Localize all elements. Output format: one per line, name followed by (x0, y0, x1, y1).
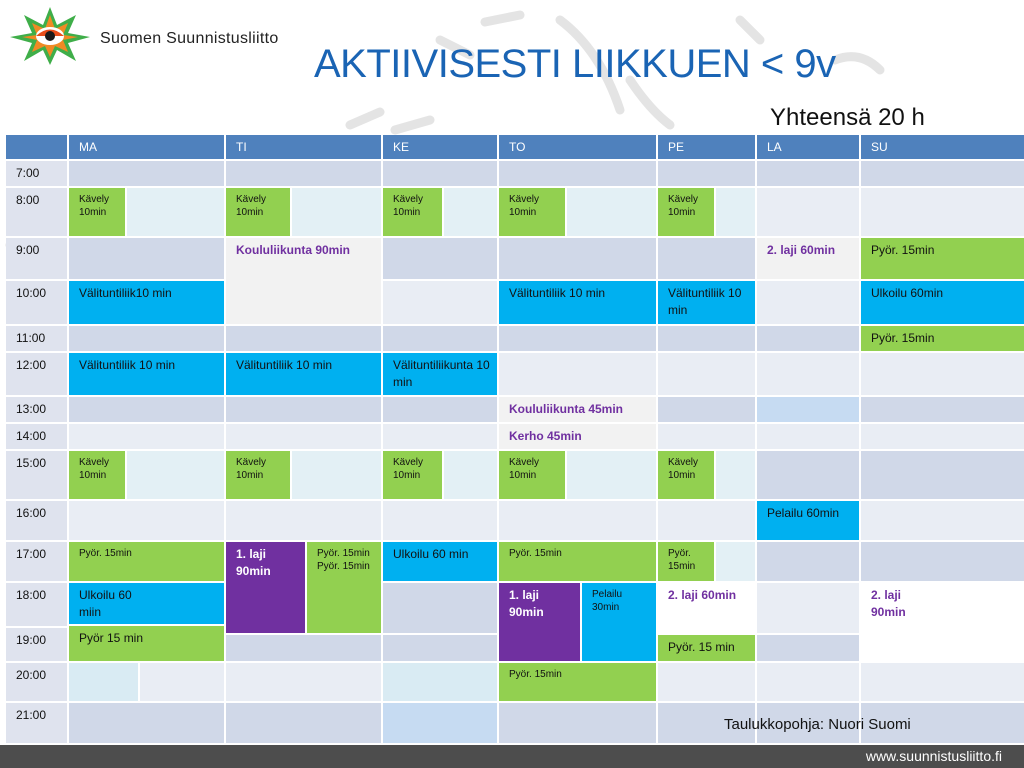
empty-cell (757, 326, 859, 351)
activity-kavely: Kävely 10min (658, 188, 714, 236)
table-source-note: Taulukkopohja: Nuori Suomi (724, 716, 911, 733)
empty-cell (69, 501, 224, 540)
activity-2-laji: 2. laji 90min (861, 583, 1024, 661)
time-label: 15:00 (6, 451, 67, 499)
empty-cell (499, 353, 656, 395)
total-hours: Yhteensä 20 h (770, 104, 925, 131)
day-header: SU (861, 135, 1024, 159)
empty-cell (861, 161, 1024, 186)
activity-kavely: Kävely 10min (499, 451, 565, 499)
empty-cell (658, 501, 755, 540)
time-label: 9:00 (6, 238, 67, 279)
empty-cell (226, 663, 381, 701)
empty-cell (226, 161, 381, 186)
empty-cell (383, 238, 497, 279)
activity-pyoraily: Pyör. 15min (69, 542, 224, 581)
header-corner (6, 135, 67, 159)
empty-cell (757, 451, 859, 499)
empty-cell (499, 161, 656, 186)
empty-cell (861, 501, 1024, 540)
empty-cell (292, 188, 381, 236)
empty-cell (567, 451, 656, 499)
activity-kavely: Kävely 10min (383, 188, 442, 236)
activity-valituntiliikunta: Välituntiliikunta 10 min (383, 353, 497, 395)
activity-pelailu: Pelailu 60min (757, 501, 859, 540)
empty-cell (861, 397, 1024, 422)
activity-2-laji: 2. laji 60min (757, 238, 859, 279)
empty-cell (757, 281, 859, 324)
empty-cell (383, 326, 497, 351)
empty-cell (499, 326, 656, 351)
time-label: 13:00 (6, 397, 67, 422)
activity-2-laji: 2. laji 60min (658, 583, 755, 633)
activity-1-laji: 1. laji 90min (499, 583, 580, 661)
activity-valituntiliikunta: Välituntiliik 10 min (69, 353, 224, 395)
empty-cell (69, 161, 224, 186)
activity-kerho: Kerho 45min (499, 424, 656, 449)
day-header: KE (383, 135, 497, 159)
empty-cell (69, 326, 224, 351)
empty-cell (383, 583, 497, 633)
time-label: 19:00 (6, 628, 67, 661)
time-label: 20:00 (6, 663, 67, 701)
empty-cell (757, 583, 859, 633)
empty-cell (658, 238, 755, 279)
activity-kavely: Kävely 10min (69, 188, 125, 236)
page-title: AKTIIVISESTI LIIKKUEN < 9v (314, 42, 836, 86)
empty-cell (658, 353, 755, 395)
empty-cell (499, 703, 656, 743)
footer-bar (0, 745, 1024, 768)
empty-cell (444, 188, 497, 236)
empty-cell (757, 663, 859, 701)
activity-valituntiliikunta: Välituntiliik 10 min (499, 281, 656, 324)
activity-koululiikunta: Koululiikunta 90min (226, 238, 381, 324)
empty-cell (658, 424, 755, 449)
empty-cell (716, 542, 755, 581)
day-header: PE (658, 135, 755, 159)
activity-kavely: Kävely 10min (658, 451, 714, 499)
empty-cell (716, 188, 755, 236)
empty-cell (292, 451, 381, 499)
empty-cell (861, 353, 1024, 395)
empty-cell (757, 424, 859, 449)
activity-ulkoilu: Ulkoilu 60 min (383, 542, 497, 581)
time-label: 21:00 (6, 703, 67, 743)
empty-cell (226, 635, 381, 661)
empty-cell (757, 188, 859, 236)
time-label: 12:00 (6, 353, 67, 395)
activity-pyoraily: Pyör. 15min (499, 663, 656, 701)
activity-valituntiliikunta: Välituntiliik 10 min (226, 353, 381, 395)
empty-cell (383, 161, 497, 186)
empty-cell (69, 703, 224, 743)
empty-cell (658, 161, 755, 186)
activity-kavely: Kävely 10min (226, 188, 290, 236)
empty-cell (658, 663, 755, 701)
activity-pyoraily: Pyör. 15min (861, 238, 1024, 279)
empty-cell (226, 397, 381, 422)
empty-cell (861, 188, 1024, 236)
empty-cell (383, 397, 497, 422)
time-label: 11:00 (6, 326, 67, 351)
activity-ulkoilu: Ulkoilu 60min (861, 281, 1024, 324)
day-header: MA (69, 135, 224, 159)
empty-cell (69, 424, 224, 449)
empty-cell (69, 663, 138, 701)
activity-pelailu: Pelailu 30min (582, 583, 656, 661)
empty-cell (757, 161, 859, 186)
empty-cell (383, 635, 497, 661)
day-header: LA (757, 135, 859, 159)
empty-cell (127, 451, 224, 499)
activity-kavely: Kävely 10min (69, 451, 125, 499)
empty-cell (226, 501, 381, 540)
empty-cell (861, 663, 1024, 701)
empty-cell (383, 281, 497, 324)
time-label: 18:00 (6, 583, 67, 626)
empty-cell (226, 703, 381, 743)
empty-cell (383, 663, 497, 701)
empty-cell (861, 451, 1024, 499)
empty-cell (140, 663, 224, 701)
time-label: 17:00 (6, 542, 67, 581)
activity-pyoraily: Pyör 15 min (69, 626, 224, 661)
empty-cell (69, 238, 224, 279)
activity-pyoraily: Pyör. 15min Pyör. 15min (307, 542, 381, 633)
day-header: TO (499, 135, 656, 159)
activity-pyoraily: Pyör. 15 min (658, 635, 755, 661)
empty-cell (861, 542, 1024, 581)
time-label: 16:00 (6, 501, 67, 540)
empty-cell (757, 353, 859, 395)
empty-cell (757, 635, 859, 661)
footer-url: www.suunnistusliitto.fi (865, 748, 1002, 764)
activity-kavely: Kävely 10min (383, 451, 442, 499)
activity-valituntiliikunta: Välituntiliik10 min (69, 281, 224, 324)
organization-name: Suomen Suunnistusliitto (100, 30, 279, 47)
time-label: 14:00 (6, 424, 67, 449)
activity-kavely: Kävely 10min (226, 451, 290, 499)
empty-cell (226, 326, 381, 351)
orienteering-star-logo (8, 5, 92, 67)
activity-valituntiliikunta: Välituntiliik 10 min (658, 281, 755, 324)
weekly-schedule-table (6, 135, 1024, 743)
empty-cell (69, 397, 224, 422)
time-label: 8:00 (6, 188, 67, 236)
empty-cell (226, 424, 381, 449)
activity-ulkoilu: Ulkoilu 60 miin (69, 583, 224, 624)
activity-1-laji: 1. laji 90min (226, 542, 305, 633)
activity-pyoraily: Pyör. 15min (658, 542, 714, 581)
empty-cell (127, 188, 224, 236)
empty-cell (499, 501, 656, 540)
empty-cell (658, 397, 755, 422)
empty-cell (716, 451, 755, 499)
day-header: TI (226, 135, 381, 159)
activity-koululiikunta: Koululiikunta 45min (499, 397, 656, 422)
empty-cell (444, 451, 497, 499)
empty-cell (383, 703, 497, 743)
activity-pyoraily: Pyör. 15min (499, 542, 656, 581)
empty-cell (861, 424, 1024, 449)
activity-kavely: Kävely 10min (499, 188, 565, 236)
empty-cell (757, 397, 859, 422)
empty-cell (658, 326, 755, 351)
empty-cell (383, 424, 497, 449)
empty-cell (757, 542, 859, 581)
time-label: 10:00 (6, 281, 67, 324)
empty-cell (567, 188, 656, 236)
empty-cell (383, 501, 497, 540)
empty-cell (499, 238, 656, 279)
time-label: 7:00 (6, 161, 67, 186)
activity-pyoraily: Pyör. 15min (861, 326, 1024, 351)
